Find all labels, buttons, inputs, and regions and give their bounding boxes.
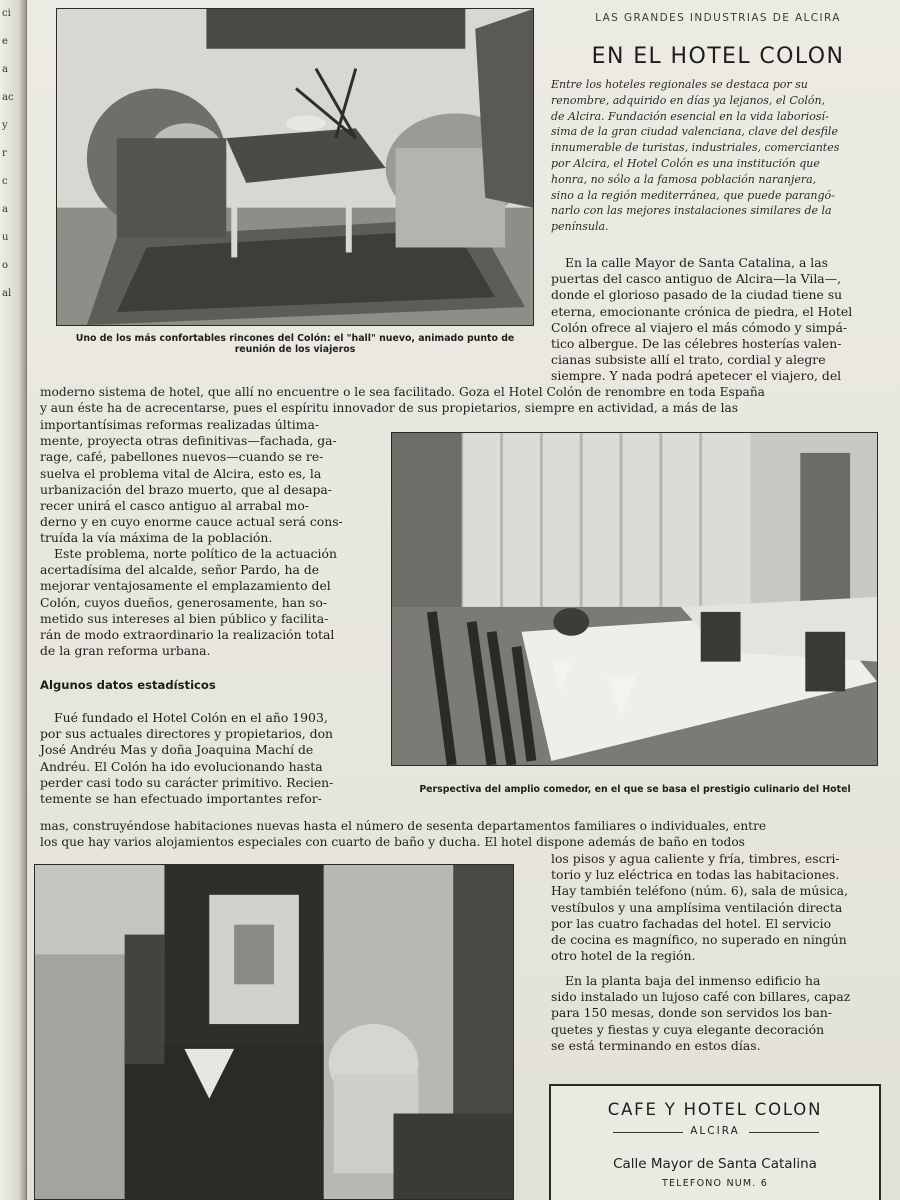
text-line: mente, proyecta otras definitivas—fachada, ga- (40, 433, 337, 449)
stats-paragraph (40, 710, 380, 807)
text-line: importantísimas reformas realizadas última- (40, 417, 320, 432)
intro-line: renombre, adquirido en días ya lejanos, el Colón, (551, 93, 826, 107)
ad-title: CAFE Y HOTEL COLON (607, 1100, 823, 1119)
text-line: rán de modo extraordinario la realización total (40, 627, 335, 643)
text-line: Colón ofrece al viajero el más cómodo y simpá- (551, 319, 848, 335)
text-line: de la gran reforma urbana. (40, 643, 211, 659)
text-line: y aun éste ha de acrecentarse, pues el espíritu innovador de sus propietarios, siempre en actividad, a más de las (40, 401, 739, 416)
ad-address: Calle Mayor de Santa Catalina (613, 1156, 817, 1172)
text-line: moderno sistema de hotel, que allí no encuentre o le sea facilitado. Goza el Hotel Colón de renombre en toda España (40, 385, 765, 399)
previous-page-edge (0, 0, 27, 1200)
full-width-lines-1 (40, 384, 874, 416)
text-line: suelva el problema vital de Alcira, esto es, la (40, 465, 322, 481)
intro-line: narlo con las mejores instalaciones similares de la (551, 204, 832, 218)
intro-line: sima de la gran ciudad valenciana, clave del desfile (551, 125, 838, 139)
text-line: mas, construyéndose habitaciones nuevas hasta el número de sesenta departamentos familiares o individuales, entre (40, 819, 767, 833)
text-line: Colón, cuyos dueños, generosamente, han so- (40, 594, 328, 610)
section-kicker: LAS GRANDES INDUSTRIAS DE ALCIRA (595, 12, 841, 24)
right-column-paragraph-3 (551, 973, 883, 1054)
text-line: para 150 mesas, donde son servidos los ban- (551, 1005, 833, 1021)
right-column-paragraph-2 (551, 851, 883, 964)
binding-mark: ac (2, 92, 14, 103)
intro-line: innumerable de turistas, industriales, comerciantes (551, 141, 840, 155)
text-line: por las cuatro fachadas del hotel. El servicio (551, 915, 832, 931)
binding-mark: al (2, 288, 12, 299)
text-line: En la calle Mayor de Santa Catalina, a las (565, 255, 828, 270)
article-headline: EN EL HOTEL COLON (591, 44, 845, 69)
binding-mark: o (2, 260, 9, 271)
text-line: cianas subsiste allí el trato, cordial y alegre (551, 352, 826, 368)
intro-paragraph (551, 77, 871, 235)
text-line: Fué fundado el Hotel Colón en el año 1903, (54, 710, 328, 725)
text-line: por sus actuales directores y propietarios, don (40, 726, 334, 742)
text-line: donde el glorioso pasado de la ciudad tiene su (551, 287, 843, 303)
text-line: metido sus intereses al bien público y facilita- (40, 610, 329, 626)
bedroom-photo (34, 864, 514, 1200)
binding-mark: e (2, 36, 8, 47)
text-line: los que hay varios alojamientos especiales con cuarto de baño y ducha. El hotel dispone además de baño en todos (40, 835, 745, 850)
intro-line: por Alcira, el Hotel Colón es una institución que (551, 156, 820, 170)
left-column-paragraph-2 (40, 546, 380, 659)
text-line: tico albergue. De las célebres hosterías valen- (551, 336, 842, 352)
text-line: derno y en cuyo enorme cauce actual será cons- (40, 514, 343, 530)
text-line: mejorar ventajosamente el emplazamiento del (40, 578, 331, 594)
binding-mark: ci (2, 8, 11, 19)
advertisement-box (549, 1084, 881, 1200)
text-line: de cocina es magnífico, no superado en ningún (551, 932, 847, 948)
text-line: Hay también teléfono (núm. 6), sala de música, (551, 883, 848, 899)
text-line: puertas del casco antiguo de Alcira—la Vila—, (551, 271, 842, 287)
intro-line: de Alcira. Fundación esencial en la vida laboriosí- (551, 109, 829, 123)
text-line: En la planta baja del inmenso edificio ha (565, 973, 821, 988)
text-line: sido instalado un lujoso café con billares, capaz (551, 989, 851, 1005)
ad-phone: TELEFONO NUM. 6 (662, 1178, 768, 1189)
text-line: quetes y fiestas y cuya elegante decoración (551, 1021, 825, 1037)
text-line: temente se han efectuado importantes refor- (40, 791, 322, 807)
text-line: perder casi todo su carácter primitivo. Recien- (40, 774, 334, 790)
binding-marks (2, 8, 14, 300)
dining-room-caption: Perspectiva del amplio comedor, en el que se basa el prestigio culinario del Hotel (419, 784, 851, 795)
text-line: recer unirá el casco antiguo al arrabal mo- (40, 498, 309, 514)
text-line: torio y luz eléctrica en todas las habitaciones. (551, 867, 840, 883)
left-column-paragraph-1 (40, 417, 380, 547)
text-line: acertadísima del alcalde, señor Pardo, ha de (40, 562, 320, 578)
text-line: truída la vía máxima de la población. (40, 530, 273, 546)
binding-mark: a (2, 204, 8, 215)
text-line: urbanización del brazo muerto, que al desapa- (40, 481, 332, 497)
text-line: se está terminando en estos días. (551, 1037, 761, 1053)
text-line: otro hotel de la región. (551, 948, 696, 964)
hall-caption (50, 333, 540, 355)
hall-caption-line-1: Uno de los más confortables rincones del Colón: el "hall" nuevo, animado punto de (75, 333, 515, 344)
dining-room-photo (391, 432, 878, 766)
text-line: José Andréu Mas y doña Joaquina Machí de (40, 742, 314, 758)
binding-mark: c (2, 176, 8, 187)
text-line: Andréu. El Colón ha ido evolucionando hasta (40, 758, 323, 774)
section-subheading: Algunos datos estadísticos (40, 678, 216, 692)
text-line: Este problema, norte político de la actuación (54, 546, 337, 561)
binding-mark: a (2, 64, 8, 75)
hall-caption-line-2: reunión de los viajeros (234, 344, 356, 355)
text-line: siempre. Y nada podrá apetecer el viajero, del (551, 368, 842, 384)
text-line: los pisos y agua caliente y fría, timbres, escri- (551, 851, 840, 866)
ad-rule-right (749, 1132, 819, 1133)
text-line: vestíbulos y una amplísima ventilación directa (551, 899, 843, 915)
ad-city: ALCIRA (690, 1125, 740, 1137)
hall-photo (56, 8, 534, 326)
intro-line: península. (551, 220, 609, 234)
text-line: rage, café, pabellones nuevos—cuando se re- (40, 449, 324, 465)
right-column-paragraph-1 (551, 255, 873, 385)
binding-mark: u (2, 232, 9, 243)
text-line: eterna, emocionante crónica de piedra, el Hotel (551, 303, 853, 319)
intro-line: Entre los hoteles regionales se destaca por su (551, 78, 808, 91)
binding-mark: y (2, 120, 8, 131)
full-width-lines-2 (40, 818, 882, 850)
binding-mark: r (2, 148, 7, 159)
intro-line: honra, no sólo a la famosa población naranjera, (551, 172, 817, 186)
intro-line: sino a la región mediterránea, que puede parangó- (551, 188, 835, 202)
